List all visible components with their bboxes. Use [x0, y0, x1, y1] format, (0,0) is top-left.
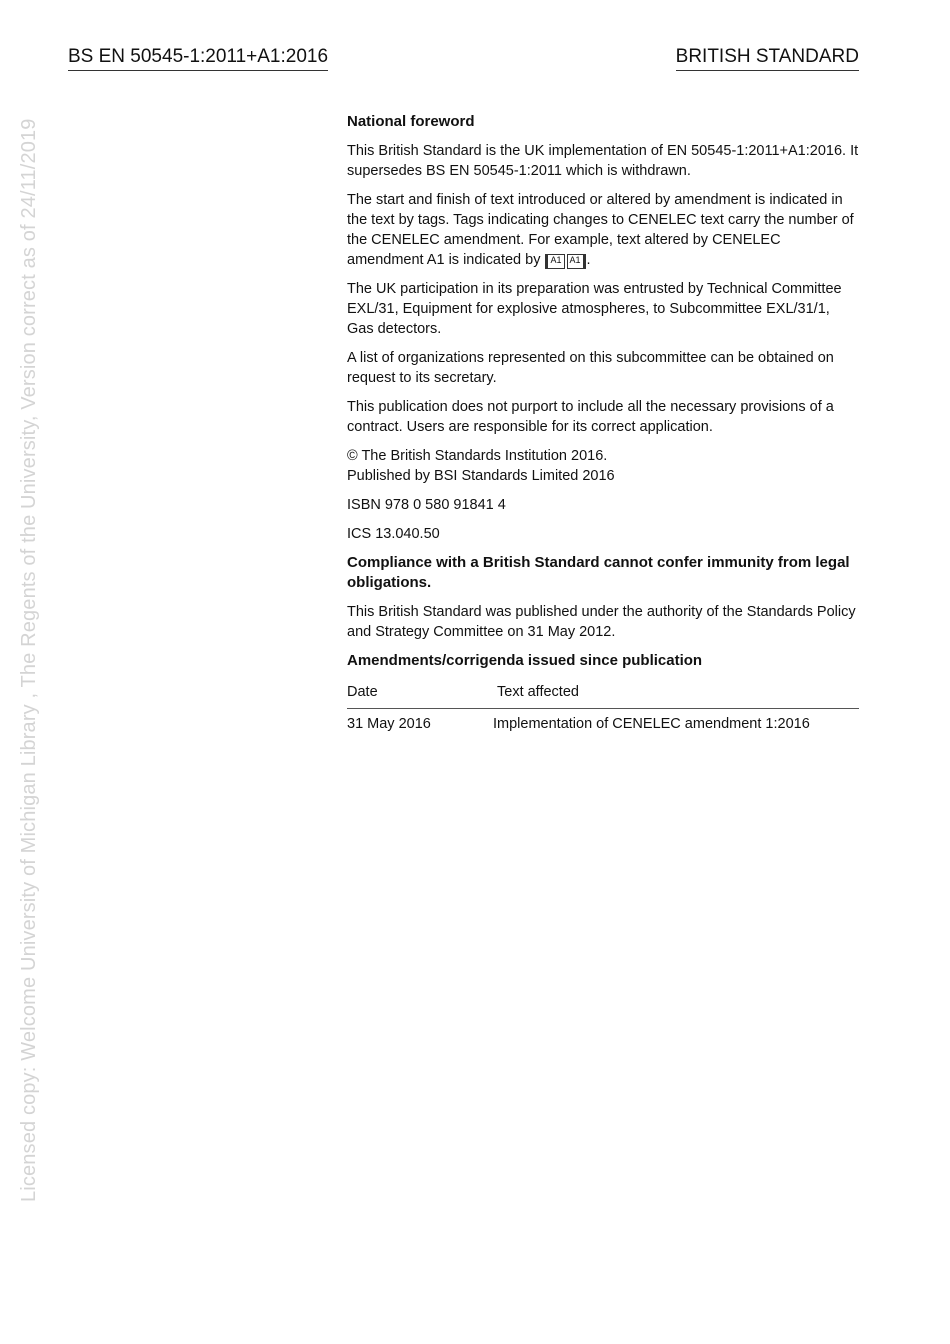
- national-foreword-section: [347, 112, 859, 734]
- ics-code: ICS 13.040.50: [347, 526, 440, 542]
- amendments-table: [347, 680, 859, 734]
- table-row: [347, 709, 859, 734]
- implementation-paragraph: This British Standard is the UK implementation of EN 50545-1:2011+A1:2016. It supersedes BS EN 50545-1:2011 which is withdrawn.: [347, 143, 859, 179]
- publisher-line: Published by BSI Standards Limited 2016: [347, 468, 615, 484]
- section-title: National foreword: [347, 113, 475, 130]
- amendment-date: 31 May 2016: [347, 716, 431, 732]
- amendment-open-tag-icon: A1: [545, 254, 564, 269]
- amendment-tags-text: The start and finish of text introduced or altered by amendment is indicated in the text by tags. Tags indicating changes to CENELEC text carry the number of the CENELEC amendment. For example, text altered by CENELEC amendment A1 is indicated by: [347, 192, 854, 268]
- document-code: BS EN 50545-1:2011+A1:2016: [68, 46, 328, 71]
- authority-paragraph: This British Standard was published under the authority of the Standards Policy and Strategy Committee on 31 May 2012.: [347, 604, 856, 640]
- document-type: BRITISH STANDARD: [676, 46, 859, 71]
- column-header-date: Date: [347, 684, 378, 700]
- amendment-tags-paragraph: [347, 190, 859, 270]
- copyright-line: © The British Standards Institution 2016.: [347, 448, 608, 464]
- isbn: ISBN 978 0 580 91841 4: [347, 497, 506, 513]
- copyright-block: [347, 446, 859, 486]
- amendments-table-header: [347, 680, 859, 709]
- provisions-paragraph: This publication does not purport to include all the necessary provisions of a contract. Users are responsible for its correct application.: [347, 399, 834, 435]
- amendment-text-affected: Implementation of CENELEC amendment 1:2016: [493, 716, 810, 732]
- column-header-text-affected: Text affected: [497, 684, 579, 700]
- license-watermark: Licensed copy: Welcome University of Michigan Library , The Regents of the University, Version correct as of 24/11/2019: [18, 118, 40, 1202]
- amendment-tags-end: .: [586, 252, 591, 268]
- compliance-notice: Compliance with a British Standard cannot confer immunity from legal obligations.: [347, 554, 850, 591]
- organizations-paragraph: A list of organizations represented on this subcommittee can be obtained on request to its secretary.: [347, 350, 834, 386]
- participation-paragraph: The UK participation in its preparation was entrusted by Technical Committee EXL/31, Equipment for explosive atmospheres, to Subcommittee EXL/31/1, Gas detectors.: [347, 281, 842, 337]
- amendment-close-tag-icon: A1: [567, 254, 586, 269]
- amendments-title: Amendments/corrigenda issued since publication: [347, 652, 703, 669]
